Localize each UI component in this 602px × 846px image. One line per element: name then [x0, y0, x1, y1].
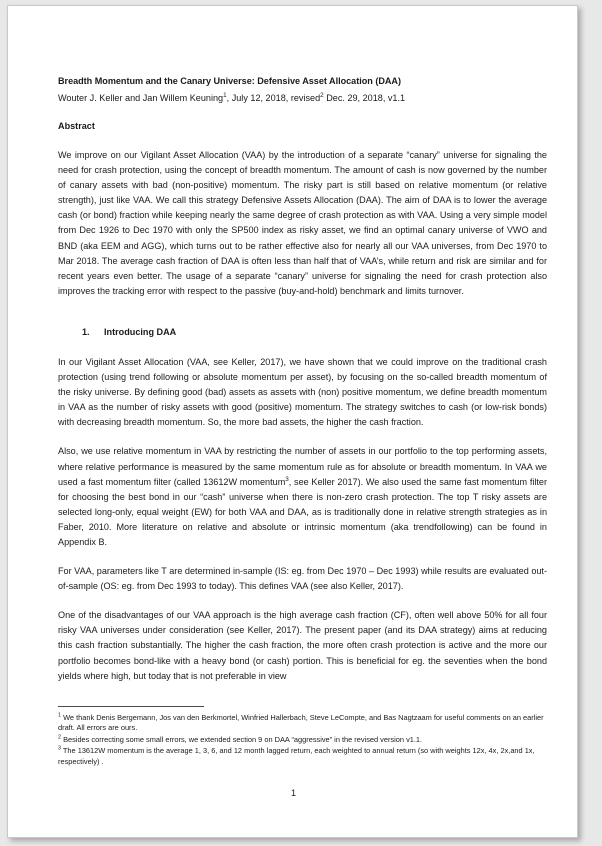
footnote-marker: 2: [58, 734, 61, 741]
footnote-ref-3[interactable]: 3: [285, 475, 289, 483]
footnotes-area: [58, 706, 547, 768]
footnote-text: The 13612W momentum is the average 1, 3, 6, and 12 month lagged return, each weighted to annual return (so with weights 12x, 4x, 2x,and 1x, respectively) .: [58, 746, 535, 766]
section-heading-introducing-daa: [58, 325, 547, 339]
authors-names: Wouter J. Keller and Jan Willem Keuning: [58, 93, 224, 103]
footnote-separator-rule: [58, 706, 204, 707]
abstract-heading: Abstract: [58, 121, 95, 131]
footnote-ref-1[interactable]: 1: [223, 91, 227, 99]
body-paragraph: In our Vigilant Asset Allocation (VAA, see Keller, 2017), we have shown that we could improve on the traditional crash protection (using trend following or absolute momentum per asset), by focusing on the so-called breadth momentum of the risky universe. By defining good (bad) assets as assets with (non) positive momentum, we define breadth momentum in VAA as the number of risky assets with good (positive) momentum. The strategy switches to cash (or low-risk bonds) with decreasing breadth momentum. So, the more bad assets, the higher the cash fraction.: [58, 356, 547, 428]
footnote-item: [58, 713, 547, 734]
footnote-ref-2[interactable]: 2: [320, 91, 324, 99]
page-content: [58, 74, 547, 698]
section-title: Introducing DAA: [104, 326, 177, 337]
body-paragraph: [58, 444, 547, 550]
footnote-marker: 3: [58, 745, 61, 752]
footnote-text: We thank Denis Bergemann, Jos van den Berkmortel, Winfried Hallerbach, Steve LeCompte, and Bas Nagtzaam for useful comments on an earlier draft. All errors are ours.: [58, 713, 544, 733]
paragraph-part-b: , see Keller 2017). We also used the same fast momentum filter for choosing the best bond in our “cash” universe when there is non-zero crash protection. The top T risky assets are selected long-only, equal weight (EW) for both VAA and DAA, as is traditionally done in relative strength strategies as in Faber, 2010. More literature on relative and absolute or intrinsic momentum (aka trendfollowing) can be found in Appendix B.: [58, 476, 547, 547]
section-number: 1.: [82, 326, 90, 337]
authors-date-mid: , July 12, 2018, revised: [226, 93, 321, 103]
footnote-item: [58, 746, 547, 767]
abstract-paragraph: We improve on our Vigilant Asset Allocation (VAA) by the introduction of a separate “canary” universe for signaling the need for crash protection, using the concept of breadth momentum. The amount of cash is now governed by the number of canary assets with bad (non-positive) momentum. The risky part is still based on relative momentum (or relative strength), just like VAA. We call this strategy Defensive Assets Allocation (DAA). The aim of DAA is to lower the average cash (or bond) fraction while keeping nearly the same degree of crash protection as with VAA. Using a very simple model from Dec 1926 to Dec 1970 with only the SP500 index as risky asset, we find an optimal canary universe of VWO and BND (aka EEM and AGG), which turns out to be rather effective also for nearly all our VAA universes, from Dec 1970 to Mar 2018. The average cash fraction of DAA is often less than half that of VAA’s, while return and risk are similar and for recent years even better. The usage of a separate “canary” universe for signaling the need for crash protection also improves the tracking error with respect to the passive (buy-and-hold) benchmark and limits turnover.: [58, 150, 547, 296]
authors-date-suffix: Dec. 29, 2018, v1.1: [323, 93, 406, 103]
footnote-marker: 1: [58, 712, 61, 719]
paragraph-part-a: Also, we use relative momentum in VAA by restricting the number of assets in our portfolio to the top performing assets, where relative performance is measured by the same momentum rule as for absolute or breadth momentum. In VAA we used a fast momentum filter (called 13612W momentum: [58, 446, 547, 487]
document-title: Breadth Momentum and the Canary Universe: Defensive Asset Allocation (DAA): [58, 76, 401, 86]
footnote-item: [58, 735, 547, 745]
body-paragraph: For VAA, parameters like T are determined in-sample (IS: eg. from Dec 1970 – Dec 1993) while results are evaluated out-of-sample (OS: eg. from Dec 1993 to today). This defines VAA (see also Keller, 2017).: [58, 566, 547, 592]
footnote-text: Besides correcting some small errors, we extended section 9 on DAA “aggressive” in the revised version v1.1.: [63, 734, 423, 744]
document-authors: [58, 91, 547, 105]
body-paragraph: One of the disadvantages of our VAA approach is the high average cash fraction (CF), often well above 50% for all four risky VAA universes under consideration (see Keller, 2017). The present paper (and its DAA strategy) aims at reducing this cash fraction substantially. The higher the cash fraction, the more often crash protection is active and the more our portfolio becomes bond-like with a heavy bond (or cash) portion. This is beneficial for eg. the seventies when the bond yields where high, but today that is not preferable in view: [58, 610, 547, 681]
document-page: [7, 5, 578, 838]
page-number: 1: [290, 788, 297, 798]
